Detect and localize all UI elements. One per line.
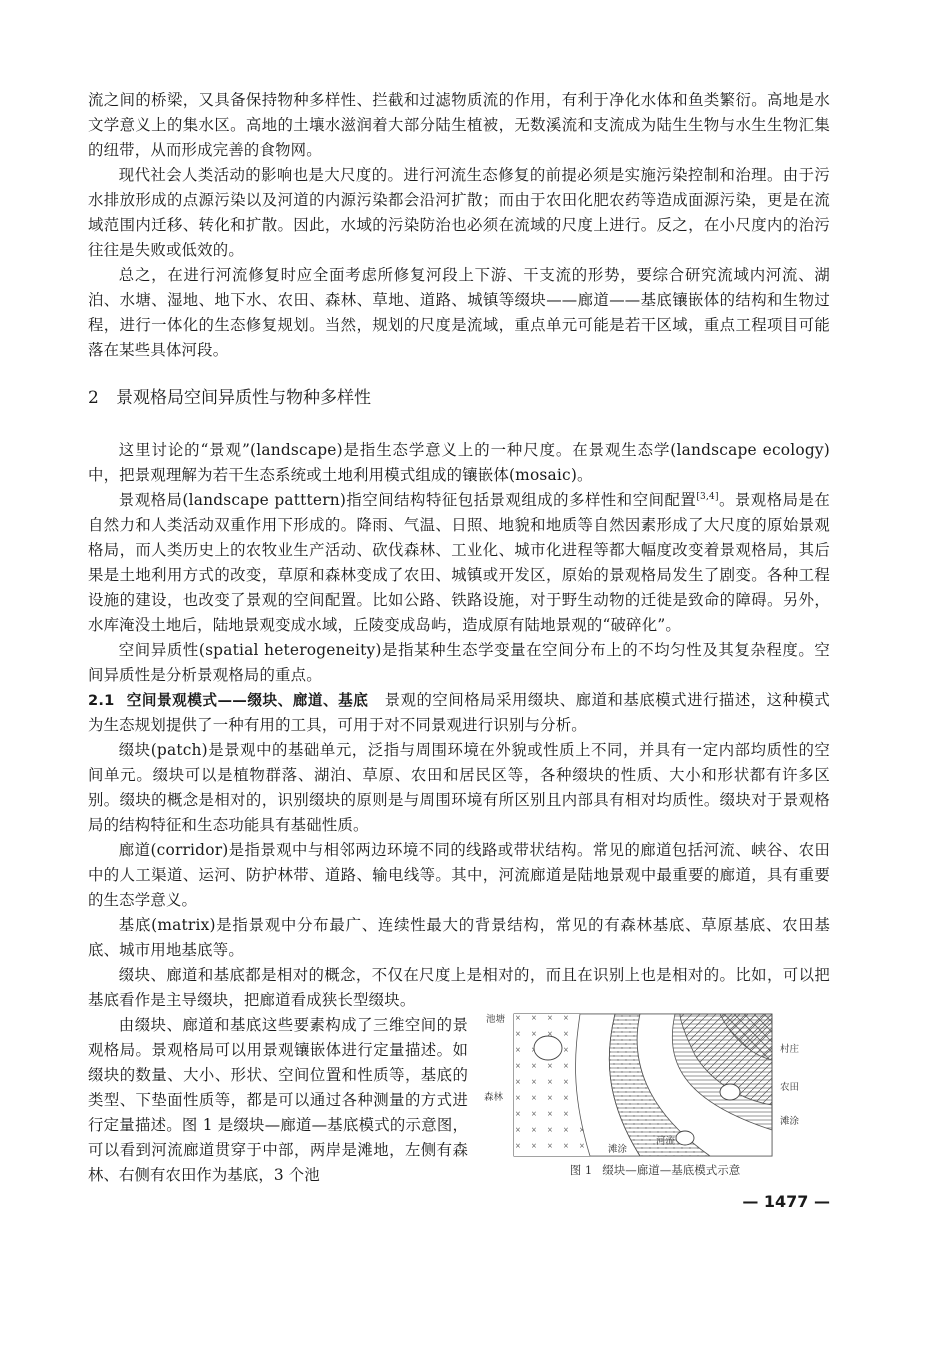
subsection-text: 景观的空间格局采用缀块、廊道和基底模式进行描述，这种模式为生态规划提供了一种有用的工具，可用于对不同景观进行识别与分析。 <box>88 691 831 734</box>
section-title: 景观格局空间异质性与物种多样性 <box>116 388 371 408</box>
section-number: 2 <box>88 388 99 408</box>
figure-caption-text: 缀块—廊道—基底模式示意 <box>602 1163 741 1177</box>
pond-1 <box>534 1036 562 1060</box>
pond-2 <box>720 1084 740 1100</box>
pond-3 <box>676 1131 694 1145</box>
paragraph: 基底(matrix)是指景观中分布最广、连续性最大的背景结构，常见的有森林基底、草原基底、农田基底、城市用地基底等。 <box>88 916 830 959</box>
label-beach-bottom: 滩涂 <box>608 1144 628 1155</box>
label-pond: 池塘 <box>486 1014 506 1025</box>
paragraph-text: 。景观格局是在自然力和人类活动双重作用下形成的。降雨、气温、日照、地貌和地质等自然因素形成了大尺度的原始景观格局，而人类历史上的农牧业生产活动、砍伐森林、工业化、城市化进程等都大幅度改变着景观格局，其后果是土地利用方式的改变，草原和森林变成了农田、城镇或开发区，原始的景观格局发生了剧变。各种工程设施的建设，也改变了景观的空间配置。比如公路、铁路设施，对于野生动物的迁徙是致命的障碍。另外，水库淹没土地后，陆地景观变成水域，丘陵变成岛屿，造成原有陆地景观的“破碎化”。 <box>88 491 831 634</box>
label-beach-right: 滩涂 <box>780 1116 800 1127</box>
subsection-title: 空间景观模式——缀块、廊道、基底 <box>126 692 369 709</box>
narrow-text-block <box>88 1013 468 1188</box>
paragraph: 流之间的桥梁，又具备保持物种多样性、拦截和过滤物质流的作用，有利于净化水体和鱼类繁衍。高地是水文学意义上的集水区。高地的土壤水滋润着大部分陆生植被，无数溪流和支流成为陆生生物与水生生物汇集的纽带，从而形成完善的食物网。 <box>88 91 830 159</box>
page-number: — 1477 — <box>742 1192 830 1211</box>
paragraph-text: 景观格局(landscape patttern)指空间结构特征包括景观组成的多样性和空间配置 <box>118 491 697 509</box>
figure-number: 图 1 <box>569 1163 593 1177</box>
section-body <box>88 438 830 1013</box>
top-text-block <box>88 88 830 363</box>
paragraph: 这里讨论的“景观”(landscape)是指生态学意义上的一种尺度。在景观生态学(landscape ecology)中，把景观理解为若干生态系统或土地利用模式组成的镶嵌体(mosaic)。 <box>88 441 830 484</box>
paragraph: 空间异质性(spatial heterogeneity)是指某种生态学变量在空间分布上的不均匀性及其复杂程度。空间异质性是分析景观格局的重点。 <box>88 641 830 684</box>
figure-1 <box>480 1010 830 1185</box>
paragraph: 廊道(corridor)是指景观中与相邻两边环境不同的线路或带状结构。常见的廊道包括河流、峡谷、农田中的人工渠道、运河、防护林带、道路、输电线等。其中，河流廊道是陆地景观中最重要的廊道，具有重要的生态学意义。 <box>88 841 830 909</box>
paragraph: 总之，在进行河流修复时应全面考虑所修复河段上下游、干支流的形势，要综合研究流域内河流、湖泊、水塘、湿地、地下水、农田、森林、草地、道路、城镇等缀块——廊道——基底镶嵌体的结构和生物过程，进行一体化的生态修复规划。当然，规划的尺度是流域，重点单元可能是若干区域，重点工程项目可能落在某些具体河段。 <box>88 266 830 359</box>
section-heading <box>88 385 830 411</box>
subsection-paragraph <box>88 688 830 738</box>
subsection-heading <box>88 692 368 709</box>
label-farmland: 农田 <box>780 1082 800 1093</box>
figure-caption <box>480 1162 830 1178</box>
landscape-diagram <box>480 1010 830 1160</box>
label-village: 村庄 <box>780 1044 800 1055</box>
paragraph: 缀块、廊道和基底都是相对的概念，不仅在尺度上是相对的，而且在识别上也是相对的。比如，可以把基底看作是主导缀块，把廊道看成狭长型缀块。 <box>88 966 830 1009</box>
label-forest: 森林 <box>484 1092 504 1103</box>
paragraph: 现代社会人类活动的影响也是大尺度的。进行河流生态修复的前提必须是实施污染控制和治理。由于污水排放形成的点源污染以及河道的内源污染都会沿河扩散；而由于农田化肥农药等造成面源污染，更是在流域范围内迁移、转化和扩散。因此，水域的污染防治也必须在流域的尺度上进行。反之，在小尺度内的治污往往是失败或低效的。 <box>88 166 830 259</box>
label-river: 河流 <box>656 1136 676 1147</box>
paragraph: 由缀块、廊道和基底这些要素构成了三维空间的景观格局。景观格局可以用景观镶嵌体进行定量描述。如缀块的数量、大小、形状、空间位置和性质等，基底的类型、下垫面性质等，都是可以通过各种测量的方式进行定量描述。图 1 是缀块—廊道—基底模式的示意图，可以看到河流廊道贯穿于中部，两岸是滩地，左侧有森林、右侧有农田作为基底，3 个池 <box>88 1016 468 1184</box>
citation: [3,4] <box>696 492 719 502</box>
paragraph <box>88 488 830 638</box>
paragraph: 缀块(patch)是景观中的基础单元，泛指与周围环境在外貌或性质上不同，并具有一定内部均质性的空间单元。缀块可以是植物群落、湖泊、草原、农田和居民区等，各种缀块的性质、大小和形状都有许多区别。缀块的概念是相对的，识别缀块的原则是与周围环境有所区别且内部具有相对均质性。缀块对于景观格局的结构特征和生态功能具有基础性质。 <box>88 741 830 834</box>
subsection-number: 2.1 <box>88 692 115 709</box>
